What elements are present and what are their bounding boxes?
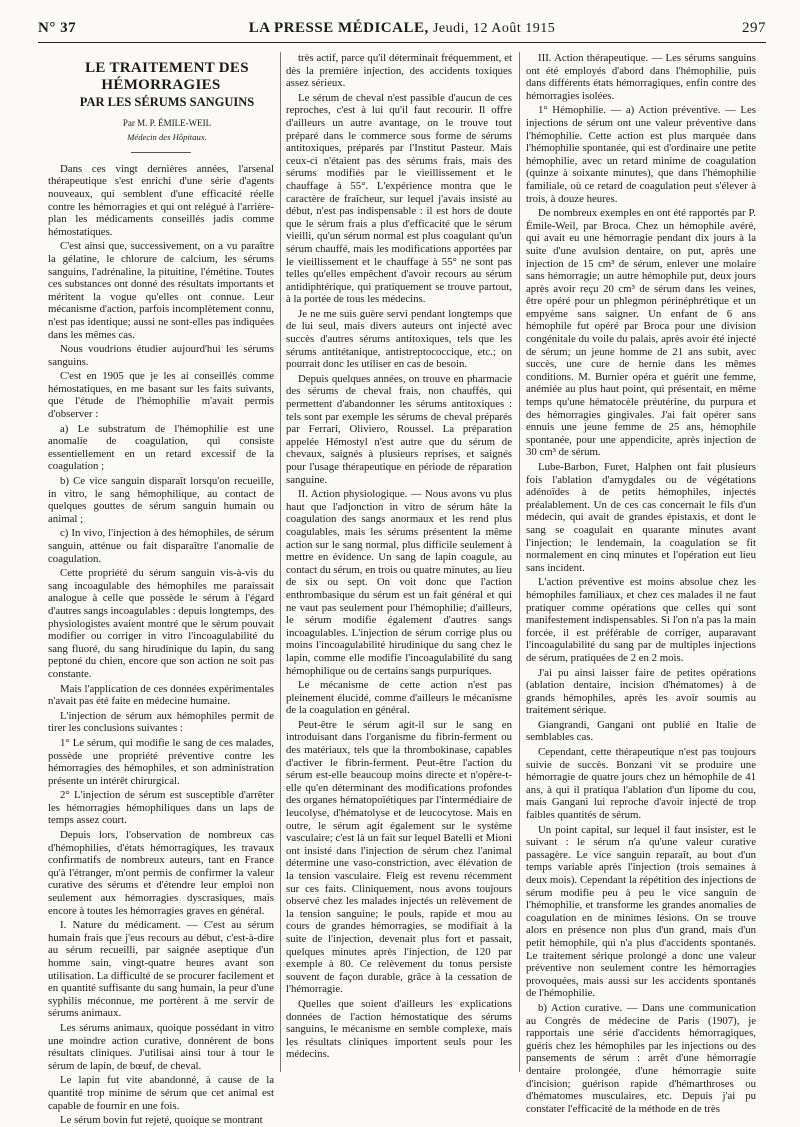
paragraph: Cependant, cette thérapeutique n'est pas toujours suivie de succès. Bonzani vit se produire une hémorragie de quatre jours chez un hémophile de 41 ans, à qui il pratiqua l'ablation d'un lipome du cou, mais Gangani lui reproche d'avoir injecté de trop faibles quantités de sérum. [526, 746, 756, 822]
paragraph: Lube-Barbon, Furet, Halphen ont fait plusieurs fois l'ablation d'amygdales ou de végétations adénoïdes à de petits hémophiles, injectés préalablement. Un de ces cas concernait le fils d'un médecin, qui avait de grandes épistaxis, et dont le sang se coagulait en quarante minutes avant l'injection; le lendemain, la coagulation se fit normalement en cinq minutes et l'opération eut lieu sans incident. [526, 461, 756, 574]
paragraph: L'injection de sérum aux hémophiles permit de tirer les conclusions suivantes : [48, 709, 274, 735]
journal-title-line [38, 20, 766, 37]
article-heading [48, 60, 274, 153]
paragraph: Peut-être le sérum agit-il sur le sang en introduisant dans l'organisme du fibrin-ferment ou des matériaux, tels que la thrombokinase, capables d'activer le fibrin-ferment. Peut-être l'action du sérum est-elle beaucoup moins directe et n'opère-t-elle qu'en déterminant des modifications profondes des organes hématopoïétiques par l'intermédiaire de leucolyse, d'hématolyse et de leucocytose. Mais en outre, le sérum agit également sur le système vasculaire; c'est là un fait sur lequel Batelli et Mioni ont insisté dans l'injection de sérum chez l'animal détermine une vaso-constriction, avec élévation de la tension vasculaire. Fleig est revenu récemment sur ces faits. Cliniquement, nous avons toujours observé chez les malades injectés un relèvement de la tension sanguine; le pouls, rapide et mou au cours de grandes hémorragies, se modifiait à la suite de l'injection, devenait plus fort et passait, quelques minutes après l'injection, de 120 par exemple à 80. Ce relèvement du tonus persiste souvent de façon durable, grâce à la cessation de l'hémorragie. [286, 718, 512, 996]
paragraph: b) Action curative. — Dans une communication au Congrès de médecine de Paris (1907), je rapportais une série d'accidents hémorragiques, guéris chez les hémophiles par les injections ou des pansements de sérum : arrêt d'une hémorragie dentaire prolongée, d'une hémorragie suite d'incision; guérison rapide d'hémarthroses ou d'hématomes musculaires, etc. Depuis j'ai pu constater l'efficacité de la méthode en de très [526, 1001, 756, 1115]
paragraph: Giangrandi, Gangani ont publié en Italie de semblables cas. [526, 718, 756, 744]
paragraph: a) Le substratum de l'hémophilie est une anomalie de coagulation, qui consiste essentiellement en un retard excessif de la coagulation ; [48, 422, 274, 473]
paragraph: De nombreux exemples en ont été rapportés par P. Émile-Weil, par Broca. Chez un hémophile avéré, qui avait eu une hémorragie pendant dix jours à la suite d'une avulsion dentaire, on put, après une injection de 15 cm³ de sérum, enlever une molaire sans hémorragie; un autre hémophile put, deux jours après avoir reçu 20 cm³ de sérum dans les veines, être opéré pour un phlegmon périnéphrétique et un empyème sans saigner. Un enfant de 6 ans hémophile fut opéré par Broca pour une division congénitale du voile du palais, après avoir été injecté de sérum; un jeune homme de 21 ans subit, avec succès, une cure de hernie dans les mêmes conditions. M. Burnier opéra et guérit une femme, anémiée au plus haut point, qui présentait, en même temps qu'une hématocèle préutérine, du purpura et des hémorragies gingivales. J'ai fait opérer sans ennuis une jeune femme de 25 ans, hémophile spontanée, pour une appendicite, après injection de 30 cm³ de sérum. [526, 207, 756, 459]
column-divider-2 [519, 52, 520, 1072]
column-divider-1 [280, 52, 281, 1072]
article-subtitle: PAR LES SÉRUMS SANGUINS [79, 95, 255, 109]
paragraph: 1° Hémophilie. — a) Action préventive. — Les injections de sérum ont une valeur préventive dans l'hémophilie. Cette action est plus marquée dans l'hémophilie spontanée, qui est d'ordinaire une petite hémophilie, avec un retard minime de coagulation (quinze à soixante minutes), que dans l'hémophilie familiale, où ce retard de coagulation peut s'élever à trois, à douze heures. [526, 104, 756, 205]
paragraph: Nous voudrions étudier aujourd'hui les sérums sanguins. [48, 343, 274, 368]
column-1-body [48, 163, 274, 1127]
journal-name: LA PRESSE MÉDICALE, [248, 20, 429, 36]
article-title: LE TRAITEMENT DES HÉMORRAGIES [85, 60, 249, 93]
paragraph: II. Action physiologique. — Nous avons vu plus haut que l'adjonction in vitro de sérum hâte la coagulation des sangs anormaux et les rend plus coagulables, mais les sérums présentent la même action sur le sang normal, plus difficile seulement à mettre en évidence. Un sang de lapin coagule, au contact du sérum, en trois ou quatre minutes, au lieu de six ou sept. On voit donc que l'action enthrombasique du sérum est un fait général et qui ne vaut pas seulement pour l'hémophilie; d'ailleurs, le sérum modifie également d'autres sangs incoagulables. L'injection de sérum corrige plus ou moins l'incoagulabilité hirudinique du sang chez le lapin, comme elle modifie l'incoagulabilité du sang hémophilique ou de certains sangs purpuriques. [286, 488, 512, 677]
paragraph: I. Nature du médicament. — C'est au sérum humain frais que j'eus recours au début, c'est-à-dire au sérum recueilli, par saignée aseptique d'un homme sain, vingt-quatre heures avant son utilisation. La difficulté de se procurer facilement et en quantité suffisante du sang humain, la peur d'une syphilis méconnue, me portèrent à me servir de sérums animaux. [48, 919, 274, 1020]
paragraph: Le sérum bovin fut rejeté, quoique se montrant [60, 1114, 263, 1127]
paragraph: Cette propriété du sérum sanguin vis-à-vis du sang incoagulable des hémophiles me paraissait analogue à celle que possède le sérum à l'égard d'autres sangs incoagulables : depuis longtemps, des physiologistes avaient montré que le sérum pouvait modifier ou corriger in vitro l'incoagulabilité du sang fluoré, du sang hirudinique du lapin, du sang peptoné du chien, encore que son action ne soit pas constante. [48, 567, 274, 680]
column-3 [526, 52, 756, 1115]
paragraph: Dans ces vingt dernières années, l'arsenal thérapeutique s'est enrichi d'une série d'agents nouveaux, qui semblent d'une efficacité réelle contre les hémorragies et qui ont relégué à l'arrière-plan les médicaments conseillés jadis comme hémostatiques. [48, 162, 274, 238]
page-number: 297 [742, 20, 766, 36]
column-2-body [286, 52, 512, 1061]
article-byline: Par M. P. ÉMILE-WEIL [122, 117, 212, 128]
paragraph: Un point capital, sur lequel il faut insister, est le suivant : le sérum n'a qu'une valeur curative passagère. Le vice sanguin reparaît, au bout d'un temps variable après l'injection (trois semaines à deux mois). Cependant la répétition des injections de sérum modifie peu à peu le vice sanguin de l'hémophilie, et transforme les grandes anomalies de coagulation en de minimes lésions. On se trouve alors en présence non plus d'un grand, mais d'un petit hémophile, qui n'a plus d'accidents spontanés. Le traitement sérique prolongé a donc une valeur préventive non seulement contre les hémorragies provoquées, mais aussi sur les accidents spontanés de l'hémophilie. [526, 823, 756, 1000]
paragraph: J'ai pu ainsi laisser faire de petites opérations (ablation dentaire, incision d'hématomes) à de grands hémophiles, après les avoir soumis au traitement sérique. [526, 666, 756, 717]
author-affiliation: Médecin des Hôpitaux. [127, 132, 207, 143]
issue-number: N° 37 [38, 20, 77, 36]
paragraph: Quelles que soient d'ailleurs les explications données de l'action hémostatique des sérums sanguins, le mécanisme en semble complexe, mais les résultats cliniques importent seuls pour les médecins. [286, 997, 512, 1061]
paragraph: Depuis quelques années, on trouve en pharmacie des sérums de cheval frais, non chauffés, qui permettent d'abandonner les sérums antitoxiques : tels sont par exemple les sérums de cheval préparés par Ferrari, Oliviero, Roussel. La préparation appelée Hémostyl n'est autre que du sérum de chevaux, saignés à plusieurs reprises, et saignés pour l'usage thérapeutique en période de réparation sanguine. [286, 372, 512, 486]
paragraph: C'est ainsi que, successivement, on a vu paraître la gélatine, le chlorure de calcium, les sérums sanguins, l'adrénaline, la pituitine, l'émétine. Toutes ces substances ont donné des résultats importants et méritent la vogue qu'elles ont connue. Leur mécanisme d'action, parfois incomplètement connu, n'est pas identique; aussi ne sont-elles pas indiquées dans les mêmes cas. [48, 240, 274, 341]
paragraph: Le mécanisme de cette action n'est pas pleinement élucidé, comme d'ailleurs le mécanisme de la coagulation en général. [286, 679, 512, 717]
column-3-body [526, 52, 756, 1115]
column-2 [286, 52, 512, 1072]
running-header [38, 18, 766, 40]
paragraph: 2° L'injection de sérum est susceptible d'arrêter les hémorragies hémophiliques dans un laps de temps assez court. [48, 789, 274, 827]
paragraph: L'action préventive est moins absolue chez les hémophiles familiaux, et chez ces malades il ne faut pratiquer comme opérations que celles qui sont manifestement indispensables. Si l'on n'a pas la main forcée, il est préférable de corriger, auparavant l'incoagulabilité du sang par de multiples injections de sérum, pratiquées de 2 en 2 mois. [526, 576, 756, 664]
paragraph: b) Ce vice sanguin disparaît lorsqu'on recueille, in vitro, le sang hémophilique, au contact de quelques gouttes de sérum sanguin humain ou animal ; [48, 475, 274, 525]
paragraph: Le sérum de cheval n'est passible d'aucun de ces reproches, c'est à lui qu'il faut recourir. Il offre d'ailleurs un autre avantage, on le trouve tout préparé dans le commerce sous forme de sérums antitoxiques, préparés par l'Institut Pasteur. Mais ceux-ci n'étaient pas des sérums frais, mais des sérums modifiés par le vieillissement et le chauffage à 55°. L'expérience montra que le caractère de fraîcheur, sur lequel j'avais insisté au début, n'est pas indispensable : il est hors de doute que le sérum frais a plus d'efficacité que le sérum vieilli, qu'un sérum normal est plus coagulant qu'un sérum chauffé, mais les modifications apportées par le vieillissement et le chauffage à 55° ne sont pas telles qu'elles empêchent d'avoir recours au sérum antidiphtérique, qui pratiquement se trouve partout, à la portée de tous les médecins. [286, 91, 512, 306]
paragraph: III. Action thérapeutique. — Les sérums sanguins ont été employés d'abord dans l'hémophilie, puis dans différents états hémorragiques, enfin contre des hémorragies isolées. [526, 52, 756, 102]
paragraph: très actif, parce qu'il déterminait fréquemment, et dès la première injection, des accidents toxiques assez sérieux. [286, 52, 512, 90]
paragraph: Depuis lors, l'observation de nombreux cas d'hémophilies, d'états hémorragiques, les travaux confirmatifs de nombreux auteurs, tant en France qu'à l'étranger, m'ont permis de confirmer la valeur curative des sérums et d'étendre leur emploi non seulement aux hémorragies dyscrasiques, mais encore à toutes les hémorragies graves en général. [48, 829, 274, 917]
paragraph: 1° Le sérum, qui modifie le sang de ces malades, possède une propriété préventive contre les hémorragies des hémophiles, et son administration présente un intérêt chirurgical. [48, 736, 274, 787]
paragraph: c) In vivo, l'injection à des hémophiles, de sérum sanguin, atténue ou fait disparaître l'anomalie de coagulation. [48, 527, 274, 565]
paragraph: Les sérums animaux, quoique possédant in vitro une moindre action curative, donnèrent de bons résultats cliniques. J'utilisai ainsi tour à tour le sérum de lapin, de bœuf, de cheval. [48, 1021, 274, 1072]
paragraph: Le lapin fut vite abandonné, à cause de la quantité trop minime de sérum que cet animal est capable de fournir en une fois. [48, 1074, 274, 1112]
header-rule [38, 42, 766, 43]
column-1 [48, 52, 274, 1127]
paragraph: Je ne me suis guère servi pendant longtemps que de lui seul, mais divers auteurs ont injecté avec succès d'autres sérums antitoxiques, tels que les sérums antitétanique, antistreptococcique, etc.; on pourrait donc les utiliser en cas de besoin. [286, 307, 512, 371]
paragraph: C'est en 1905 que je les ai conseillés comme hémostatiques, en me basant sur les faits suivants, que l'étude de l'hémophilie m'avait permis d'observer : [48, 370, 274, 421]
issue-date: Jeudi, 12 Août 1915 [432, 21, 556, 36]
paragraph: Mais l'application de ces données expérimentales n'avait pas été faite en médecine humaine. [48, 682, 274, 708]
heading-separator [131, 152, 191, 153]
